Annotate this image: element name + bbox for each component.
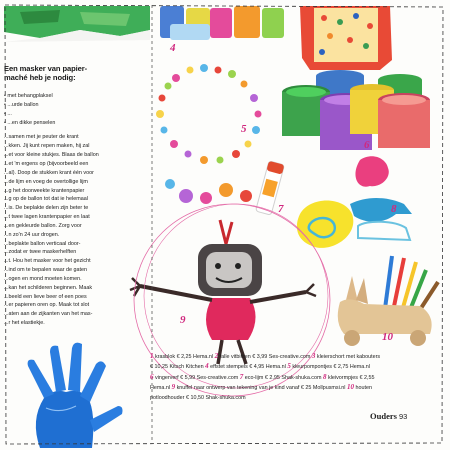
article-body: ...samen met je peuter de krant ...kken. Jij kunt repen maken, hij zal ...et voor kleine stukjes. Blaas de ballon ...et 'm ergens op (bijvoorbeeld een ...al). Doop de stukken krant één voor ...de lijm en voeg de overtollige lijm ...g het doorweekte krantenpapier ...g op de ballon tot dat ie helemaal ...is. De beplakte delen zijn beter te ...t twee lagen krantenpapier en laat ...en gekleurde ballon. Zorg voor ...n zo'n 24 uur drogen. ...beplakte ballon verticaal door- ...zodat er twee maskerhelften ...t. Hou het masker voor het gezicht ...ind om te bepalen waar de gaten ...ogen en mond moeten komen. ...kan het schilderen beginnen. Maak ...beeld een lieve beer of een poes ...er papieren oren op. Maak tot slot ...aten aan de zijkanten van het mas- ...r het elastiekje. [4, 134, 99, 327]
supply-item: • ...urde ballon [4, 101, 39, 108]
product-number-9: 9 [180, 314, 186, 326]
product-number-6: 6 [364, 139, 370, 151]
caption-line: Hema.nl 9 knuffel naar ontwerp van tekening van je kind vanaf € 25 Mollpusmsi.nl 10 houten [150, 382, 372, 391]
supply-list [4, 92, 146, 128]
magazine-brand: Ouders [370, 411, 397, 421]
product-number-10: 10 [382, 331, 393, 343]
finger-paint-jars [282, 70, 430, 150]
apron [300, 6, 392, 70]
drawing-doll [130, 220, 316, 364]
supply-item: • ...en dikke penselen [4, 119, 56, 126]
article-column [4, 64, 146, 364]
product-number-8: 8 [391, 203, 397, 215]
page-number: 93 [399, 412, 408, 421]
painted-paper-strip [4, 6, 150, 42]
product-number-5: 5 [241, 123, 247, 135]
caption-line: potloodhouder € 10,50 Shak-shuka.com [150, 395, 246, 402]
page-footer [370, 411, 407, 421]
article-heading: Een masker van papier- maché heb je nodig: [4, 64, 88, 83]
caption-line: 6 vingerverf € 5,99 Ses-creative.com 7 eco-lijm € 2,95 Shak-shuka.com 8 kleivormpjes € 2,55 [150, 372, 375, 381]
caption-line: € 10,25 Kitsch Kitchen 4 effstet stempels € 4,95 Hema.nl 5 kleurpompontjes € 2,75 Hema.nl [150, 362, 370, 371]
caption-line: 1 krasblok € 2,25 Hema.nl 2 falle vitbiltten € 3,99 Ses-creative.com 3 kleierschort met kabouters [150, 352, 381, 360]
crayon-cups [160, 6, 284, 40]
product-number-7: 7 [278, 203, 284, 215]
supply-item: • met behangplaksel [4, 92, 53, 99]
product-captions [150, 352, 432, 403]
supply-item: • ... [4, 110, 12, 117]
product-number-4: 4 [170, 42, 176, 54]
